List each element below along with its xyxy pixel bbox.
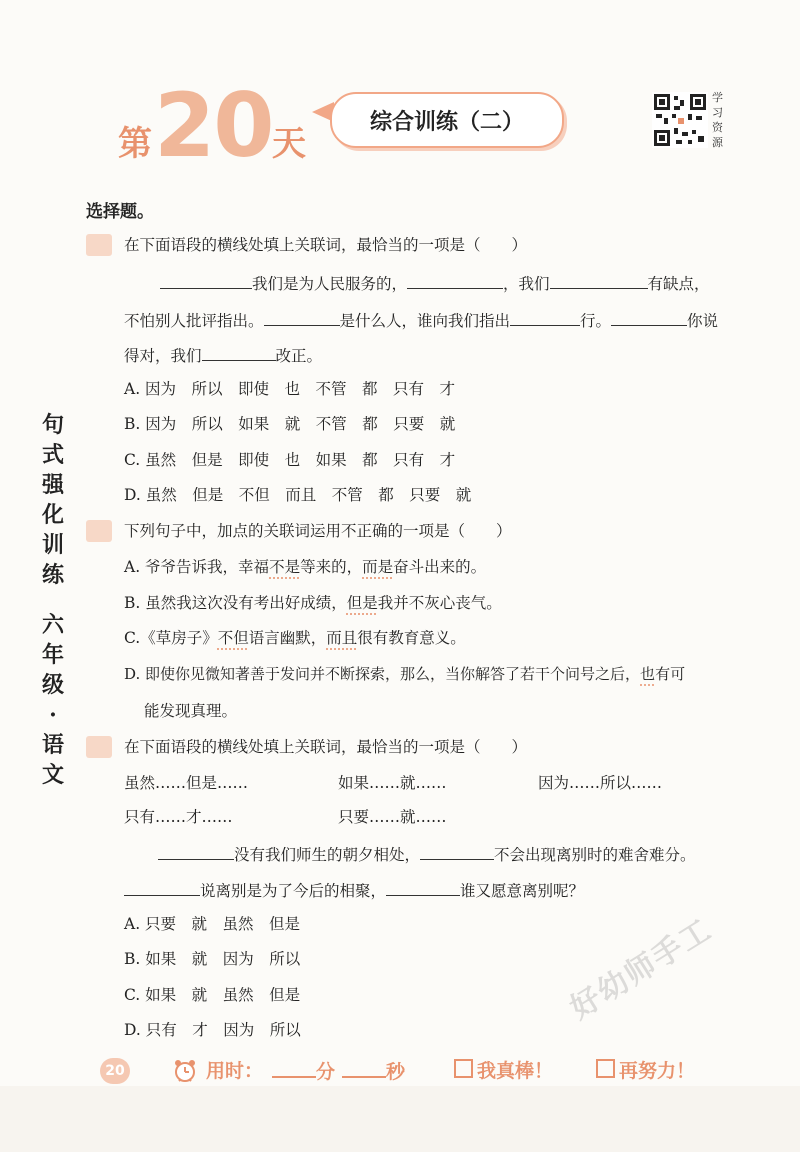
question-number-3 bbox=[86, 736, 112, 758]
time-seconds-field[interactable]: 秒 bbox=[342, 1058, 405, 1085]
try-again-checkbox[interactable]: 再努力！ bbox=[596, 1058, 695, 1084]
q1-passage-line-1: 我们是为人民服务的， ，我们 有缺点， bbox=[160, 272, 710, 295]
dotted-word: 也 bbox=[640, 665, 656, 683]
q2-stem: 下列句子中，加点的关联词运用不正确的一项是（ ） bbox=[124, 522, 512, 540]
alarm-clock-icon bbox=[172, 1058, 198, 1084]
q1-option-a[interactable]: A. 因为 所以 即使 也 不管 都 只有 才 bbox=[124, 380, 456, 398]
footer-bar bbox=[0, 1086, 800, 1152]
answer-blank[interactable] bbox=[264, 309, 340, 326]
answer-blank[interactable] bbox=[202, 344, 276, 361]
q1-option-b[interactable]: B. 因为 所以 如果 就 不管 都 只要 就 bbox=[124, 415, 456, 433]
section-heading: 选择题。 bbox=[86, 202, 154, 222]
answer-blank[interactable] bbox=[158, 843, 234, 860]
q2-option-d-cont: 能发现真理。 bbox=[144, 702, 238, 720]
q2-option-a[interactable]: A. 爷爷告诉我，幸福不是等来的，而是奋斗出来的。 bbox=[124, 558, 487, 576]
q1-option-d[interactable]: D. 虽然 但是 不但 而且 不管 都 只要 就 bbox=[124, 486, 472, 504]
q3-passage-line-2: 说离别是为了今后的相聚， 谁又愿意离别呢？ bbox=[124, 879, 584, 902]
time-minutes-field[interactable]: 分 bbox=[272, 1058, 335, 1085]
q1-stem: 在下面语段的横线处填上关联词，最恰当的一项是（ ） bbox=[124, 236, 528, 254]
day-header bbox=[110, 74, 310, 178]
q2-option-d[interactable]: D. 即使你见微知著善于发问并不断探索，那么，当你解答了若干个问号之后，也有可 bbox=[124, 665, 686, 683]
lesson-title: 综合训练（二） bbox=[330, 92, 564, 148]
q3-passage-line-1: 没有我们师生的朝夕相处， 不会出现离别时的难舍难分。 bbox=[158, 843, 696, 866]
answer-blank[interactable] bbox=[420, 843, 494, 860]
side-title: 句 式 强 化 训 练 六 年 级 · 语 文 bbox=[41, 412, 64, 788]
q3-option-d[interactable]: D. 只有 才 因为 所以 bbox=[124, 1021, 301, 1039]
dotted-word: 但是 bbox=[346, 594, 378, 612]
q3-pair-1: 虽然……但是…… bbox=[124, 774, 249, 792]
question-number-1 bbox=[86, 234, 112, 256]
seconds-blank[interactable] bbox=[342, 1058, 386, 1078]
day-suffix: 天 bbox=[272, 124, 306, 164]
answer-blank[interactable] bbox=[407, 272, 503, 289]
q2-option-c[interactable]: C.《草房子》不但语言幽默，而且很有教育意义。 bbox=[124, 629, 466, 647]
q3-pair-3: 因为……所以…… bbox=[538, 774, 663, 792]
q1-passage-line-2: 不怕别人批评指出。 是什么人，谁向我们指出 行。 你说 bbox=[124, 309, 718, 332]
q3-stem: 在下面语段的横线处填上关联词，最恰当的一项是（ ） bbox=[124, 738, 528, 756]
question-number-2 bbox=[86, 520, 112, 542]
dotted-word: 不是 bbox=[269, 558, 301, 576]
checkbox-icon[interactable] bbox=[596, 1059, 615, 1078]
q3-pair-5: 只要……就…… bbox=[338, 808, 447, 826]
q3-pair-2: 如果……就…… bbox=[338, 774, 447, 792]
answer-blank[interactable] bbox=[510, 309, 580, 326]
minutes-blank[interactable] bbox=[272, 1058, 316, 1078]
q1-option-c[interactable]: C. 虽然 但是 即使 也 如果 都 只有 才 bbox=[124, 451, 456, 469]
dotted-word: 而且 bbox=[326, 629, 358, 647]
great-checkbox[interactable]: 我真棒！ bbox=[454, 1058, 553, 1084]
q3-pair-4: 只有……才…… bbox=[124, 808, 233, 826]
watermark: 好幼师手工 bbox=[564, 911, 719, 1027]
q3-option-b[interactable]: B. 如果 就 因为 所以 bbox=[124, 950, 301, 968]
answer-blank[interactable] bbox=[160, 272, 252, 289]
day-number: 20 bbox=[154, 74, 273, 177]
day-prefix: 第 bbox=[118, 124, 152, 164]
time-label: 用时： bbox=[206, 1060, 264, 1082]
qr-code-icon[interactable] bbox=[652, 92, 708, 148]
answer-blank[interactable] bbox=[611, 309, 687, 326]
answer-blank[interactable] bbox=[386, 879, 460, 896]
dotted-word: 而是 bbox=[362, 558, 394, 576]
q2-option-b[interactable]: B. 虽然我这次没有考出好成绩，但是我并不灰心丧气。 bbox=[124, 594, 502, 612]
q3-option-c[interactable]: C. 如果 就 虽然 但是 bbox=[124, 986, 301, 1004]
checkbox-icon[interactable] bbox=[454, 1059, 473, 1078]
answer-blank[interactable] bbox=[550, 272, 648, 289]
q3-option-a[interactable]: A. 只要 就 虽然 但是 bbox=[124, 915, 301, 933]
dotted-word: 不但 bbox=[217, 629, 249, 647]
answer-blank[interactable] bbox=[124, 879, 200, 896]
qr-label: 学 习 资 源 bbox=[712, 91, 723, 149]
q1-passage-line-3: 得对，我们 改正。 bbox=[124, 344, 322, 367]
page-number: 20 bbox=[100, 1058, 130, 1084]
